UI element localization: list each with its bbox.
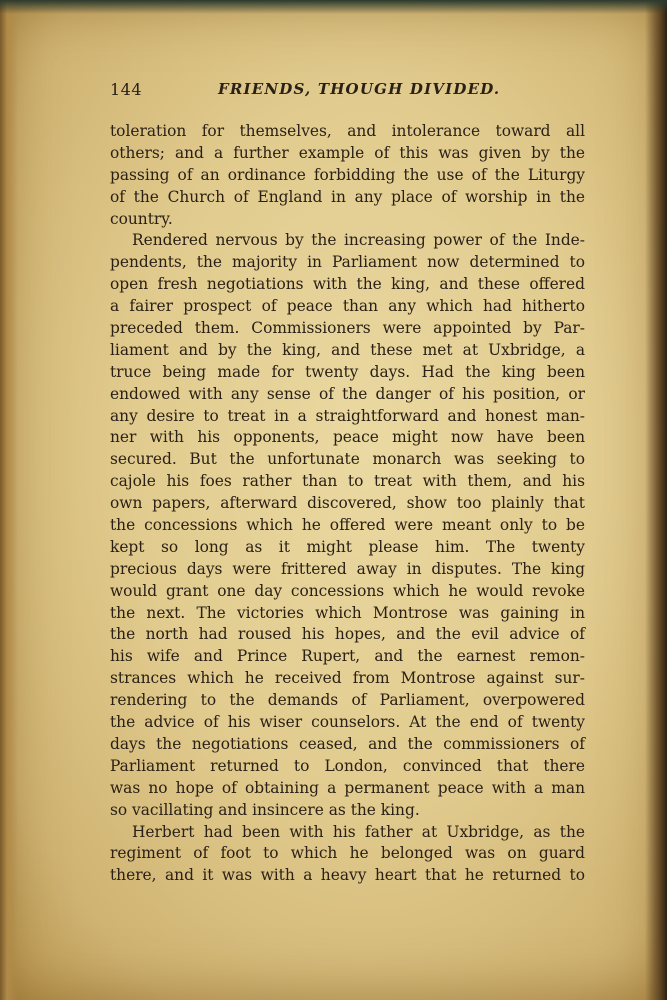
page-header [110, 80, 590, 102]
text-line: Herbert had been with his father at Uxbridge, as the [132, 822, 585, 841]
text-line: toleration for themselves, and intolerance toward all [110, 122, 585, 140]
text-line: so vacillating and insincere as the king. [110, 800, 420, 819]
text-line: a fairer prospect of peace than any which had hitherto [110, 297, 585, 316]
text-line: precious days were frittered away in disputes. The king [110, 559, 585, 578]
text-line: cajole his foes rather than to treat with them, and his [110, 472, 585, 491]
page-number: 144 [110, 80, 143, 99]
text-line: country. [110, 209, 173, 228]
text-line: liament and by the king, and these met at Uxbridge, a [110, 340, 585, 359]
text-line: the concessions which he offered were meant only to be [110, 516, 585, 535]
text-line: pendents, the majority in Parliament now determined to [110, 253, 585, 272]
text-line: endowed with any sense of the danger of his position, or [110, 384, 585, 403]
text-line: would grant one day concessions which he would revoke [110, 581, 585, 600]
text-line: any desire to treat in a straightforward and honest man- [110, 406, 585, 425]
text-line: others; and a further example of this was given by the [110, 143, 585, 162]
text-line: the next. The victories which Montrose was gaining in [110, 603, 585, 622]
running-head: FRIENDS, THOUGH DIVIDED. [218, 80, 501, 98]
text-line: Parliament returned to London, convinced that there [110, 756, 585, 775]
text-line: Rendered nervous by the increasing power of the Inde- [132, 231, 585, 250]
text-line: regiment of foot to which he belonged was on guard [110, 844, 585, 863]
text-line: passing of an ordinance forbidding the use of the Liturgy [110, 165, 585, 184]
page-top-edge [0, 0, 667, 14]
text-line: ner with his opponents, peace might now have been [110, 428, 585, 447]
text-line: the advice of his wiser counselors. At the end of twenty [110, 713, 585, 732]
text-line: there, and it was with a heavy heart that he returned to [110, 866, 585, 885]
text-line: kept so long as it might please him. The twenty [110, 537, 585, 556]
text-line: preceded them. Commissioners were appointed by Par- [110, 319, 585, 338]
page-left-edge [0, 0, 18, 1000]
text-line: strances which he received from Montrose against sur- [110, 669, 585, 688]
text-line: his wife and Prince Rupert, and the earnest remon- [110, 647, 585, 666]
text-line: of the Church of England in any place of worship in the [110, 187, 585, 206]
body-text [110, 121, 585, 887]
text-line: own papers, afterward discovered, show too plainly that [110, 494, 585, 513]
text-line: secured. But the unfortunate monarch was seeking to [110, 450, 585, 469]
text-line: the north had roused his hopes, and the evil advice of [110, 625, 585, 644]
text-line: open fresh negotiations with the king, and these offered [110, 275, 585, 294]
text-line: rendering to the demands of Parliament, overpowered [110, 691, 585, 710]
text-line: days the negotiations ceased, and the commissioners of [110, 734, 585, 753]
text-line: was no hope of obtaining a permanent peace with a man [110, 778, 585, 797]
text-line: truce being made for twenty days. Had the king been [110, 362, 585, 381]
page-right-edge [645, 0, 667, 1000]
